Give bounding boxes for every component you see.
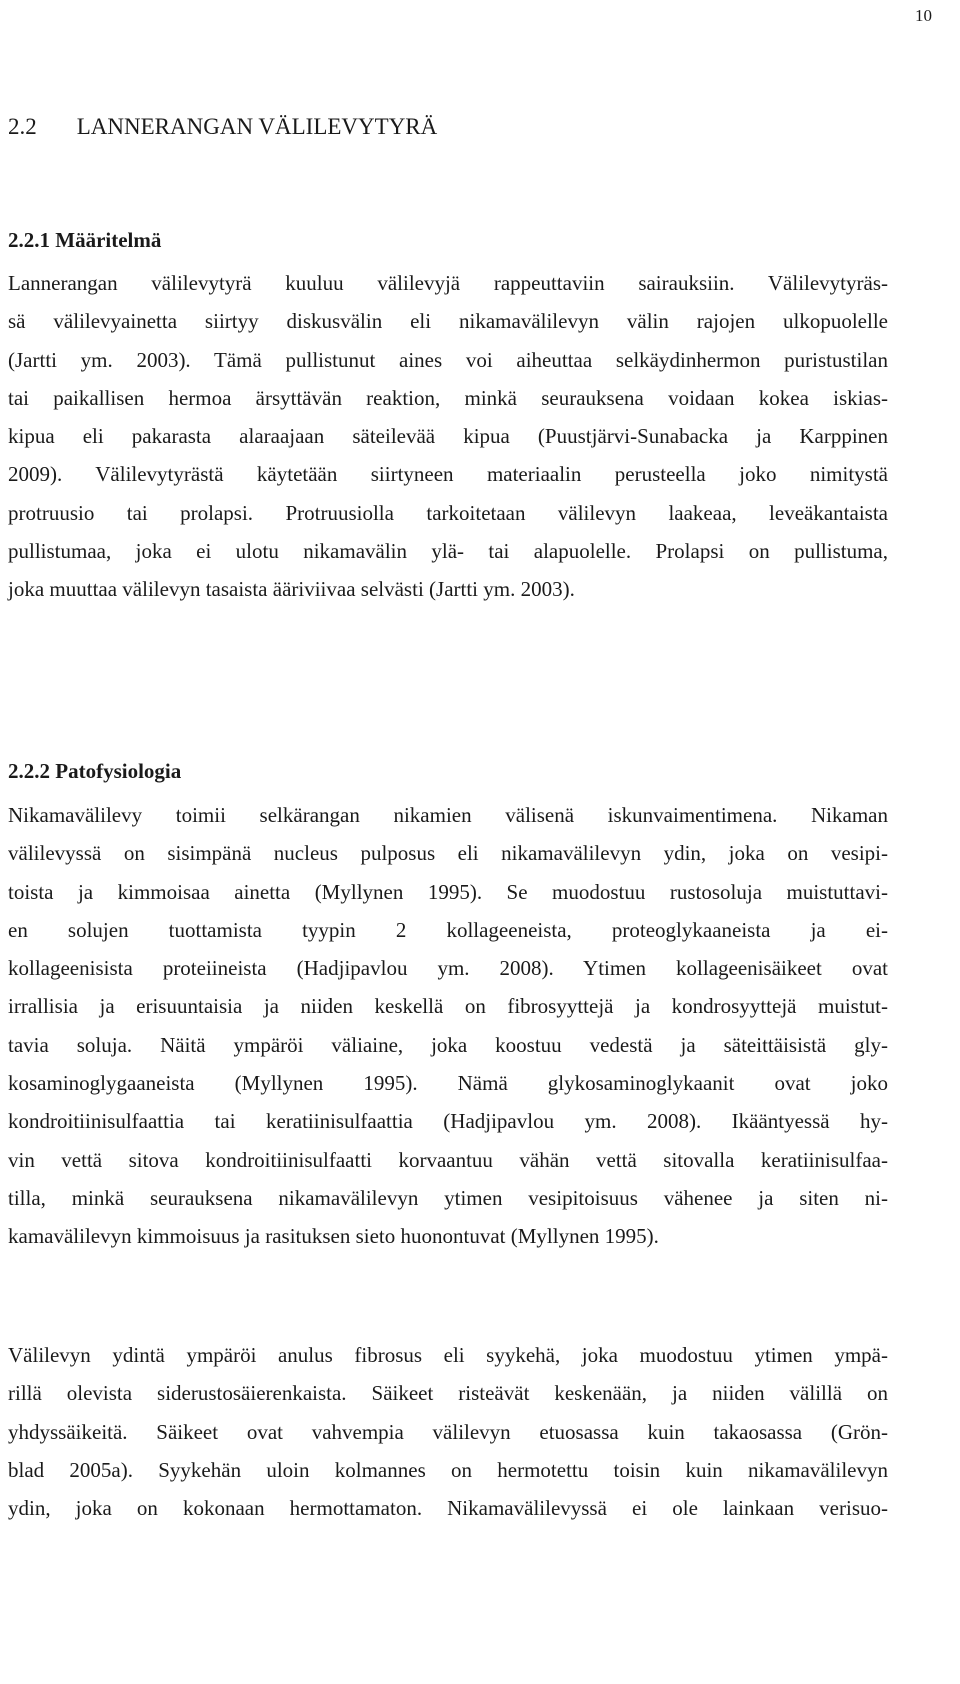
text-line: ydin, joka on kokonaan hermottamaton. Nikamavälilevyssä ei ole lainkaan verisuo- <box>8 1496 888 1521</box>
text-line: protruusio tai prolapsi. Protruusiolla tarkoitetaan välilevyn laakeaa, leveäkantaista <box>8 500 888 525</box>
text-line: sä välilevyainetta siirtyy diskusvälin eli nikamavälilevyn välin rajojen ulkopuolelle <box>8 309 888 334</box>
text-line: Lannerangan välilevytyrä kuuluu välilevyjä rappeuttaviin sairauksiin. Välilevytyräs- <box>8 271 888 295</box>
text-line: yhdyssäikeitä. Säikeet ovat vahvempia välilevyn etuosassa kuin takaosassa (Grön- <box>8 1419 888 1444</box>
text-line: tai paikallisen hermoa ärsyttävän reaktion, minkä seurauksena voidaan kokea iskias- <box>8 385 888 410</box>
page-number: 10 <box>915 6 932 25</box>
text-line: en solujen tuottamista tyypin 2 kollageeneista, proteoglykaaneista ja ei- <box>8 917 888 942</box>
section-number: 2.2 <box>8 114 37 139</box>
text-line: (Jartti ym. 2003). Tämä pullistunut aines voi aiheuttaa selkäydinhermon puristustilan <box>8 347 888 372</box>
text-line: vin vettä sitova kondroitiinisulfaatti korvaantuu vähän vettä sitovalla keratiinisulfaa- <box>8 1147 888 1172</box>
text-line: joka muuttaa välilevyn tasaista ääriviivaa selvästi (Jartti ym. 2003). <box>8 577 575 602</box>
text-line: Nikamavälilevy toimii selkärangan nikamien välisenä iskunvaimentimena. Nikaman <box>8 803 888 827</box>
paragraph-patofysiologia-1 <box>8 796 888 1256</box>
text-line: välilevyssä on sisimpänä nucleus pulposus eli nikamavälilevyn ydin, joka on vesipi- <box>8 841 888 866</box>
paragraph-maaritelma <box>8 264 888 609</box>
text-line: toista ja kimmoisaa ainetta (Myllynen 1995). Se muodostuu rustosoluja muistuttavi- <box>8 879 888 904</box>
text-line: kipua eli pakarasta alaraajaan säteilevää kipua (Puustjärvi-Sunabacka ja Karppinen <box>8 424 888 449</box>
text-line: 2009). Välilevytyrästä käytetään siirtyneen materiaalin perusteella joko nimitystä <box>8 462 888 487</box>
text-line: blad 2005a). Syykehän uloin kolmannes on hermotettu toisin kuin nikamavälilevyn <box>8 1457 888 1482</box>
section-heading <box>8 114 437 140</box>
text-line: kollageenisista proteiineista (Hadjipavlou ym. 2008). Ytimen kollageenisäikeet ovat <box>8 956 888 981</box>
section-title: LANNERANGAN VÄLILEVYTYRÄ <box>76 114 438 139</box>
text-line: rillä olevista siderustosäierenkaista. Säikeet risteävät keskenään, ja niiden välillä on <box>8 1381 888 1406</box>
text-line: kosaminoglygaaneista (Myllynen 1995). Nämä glykosaminoglykaanit ovat joko <box>8 1071 888 1096</box>
subsection-heading-patofysiologia: 2.2.2 Patofysiologia <box>8 759 182 783</box>
text-line: kondroitiinisulfaattia tai keratiinisulfaattia (Hadjipavlou ym. 2008). Ikääntyessä hy- <box>8 1109 888 1134</box>
text-line: pullistumaa, joka ei ulotu nikamavälin ylä- tai alapuolelle. Prolapsi on pullistuma, <box>8 539 888 564</box>
subsection-heading-maaritelma: 2.2.1 Määritelmä <box>8 228 162 252</box>
paragraph-patofysiologia-2 <box>8 1336 888 1527</box>
text-line: tavia soluja. Näitä ympäröi väliaine, joka koostuu vedestä ja säteittäisistä gly- <box>8 1032 888 1057</box>
text-line: kamavälilevyn kimmoisuus ja rasituksen sieto huonontuvat (Myllynen 1995). <box>8 1224 659 1249</box>
text-line: Välilevyn ydintä ympäröi anulus fibrosus eli syykehä, joka muodostuu ytimen ympä- <box>8 1343 888 1367</box>
text-line: tilla, minkä seurauksena nikamavälilevyn ytimen vesipitoisuus vähenee ja siten ni- <box>8 1185 888 1210</box>
text-line: irrallisia ja erisuuntaisia ja niiden keskellä on fibrosyyttejä ja kondrosyyttejä muistut- <box>8 994 888 1019</box>
